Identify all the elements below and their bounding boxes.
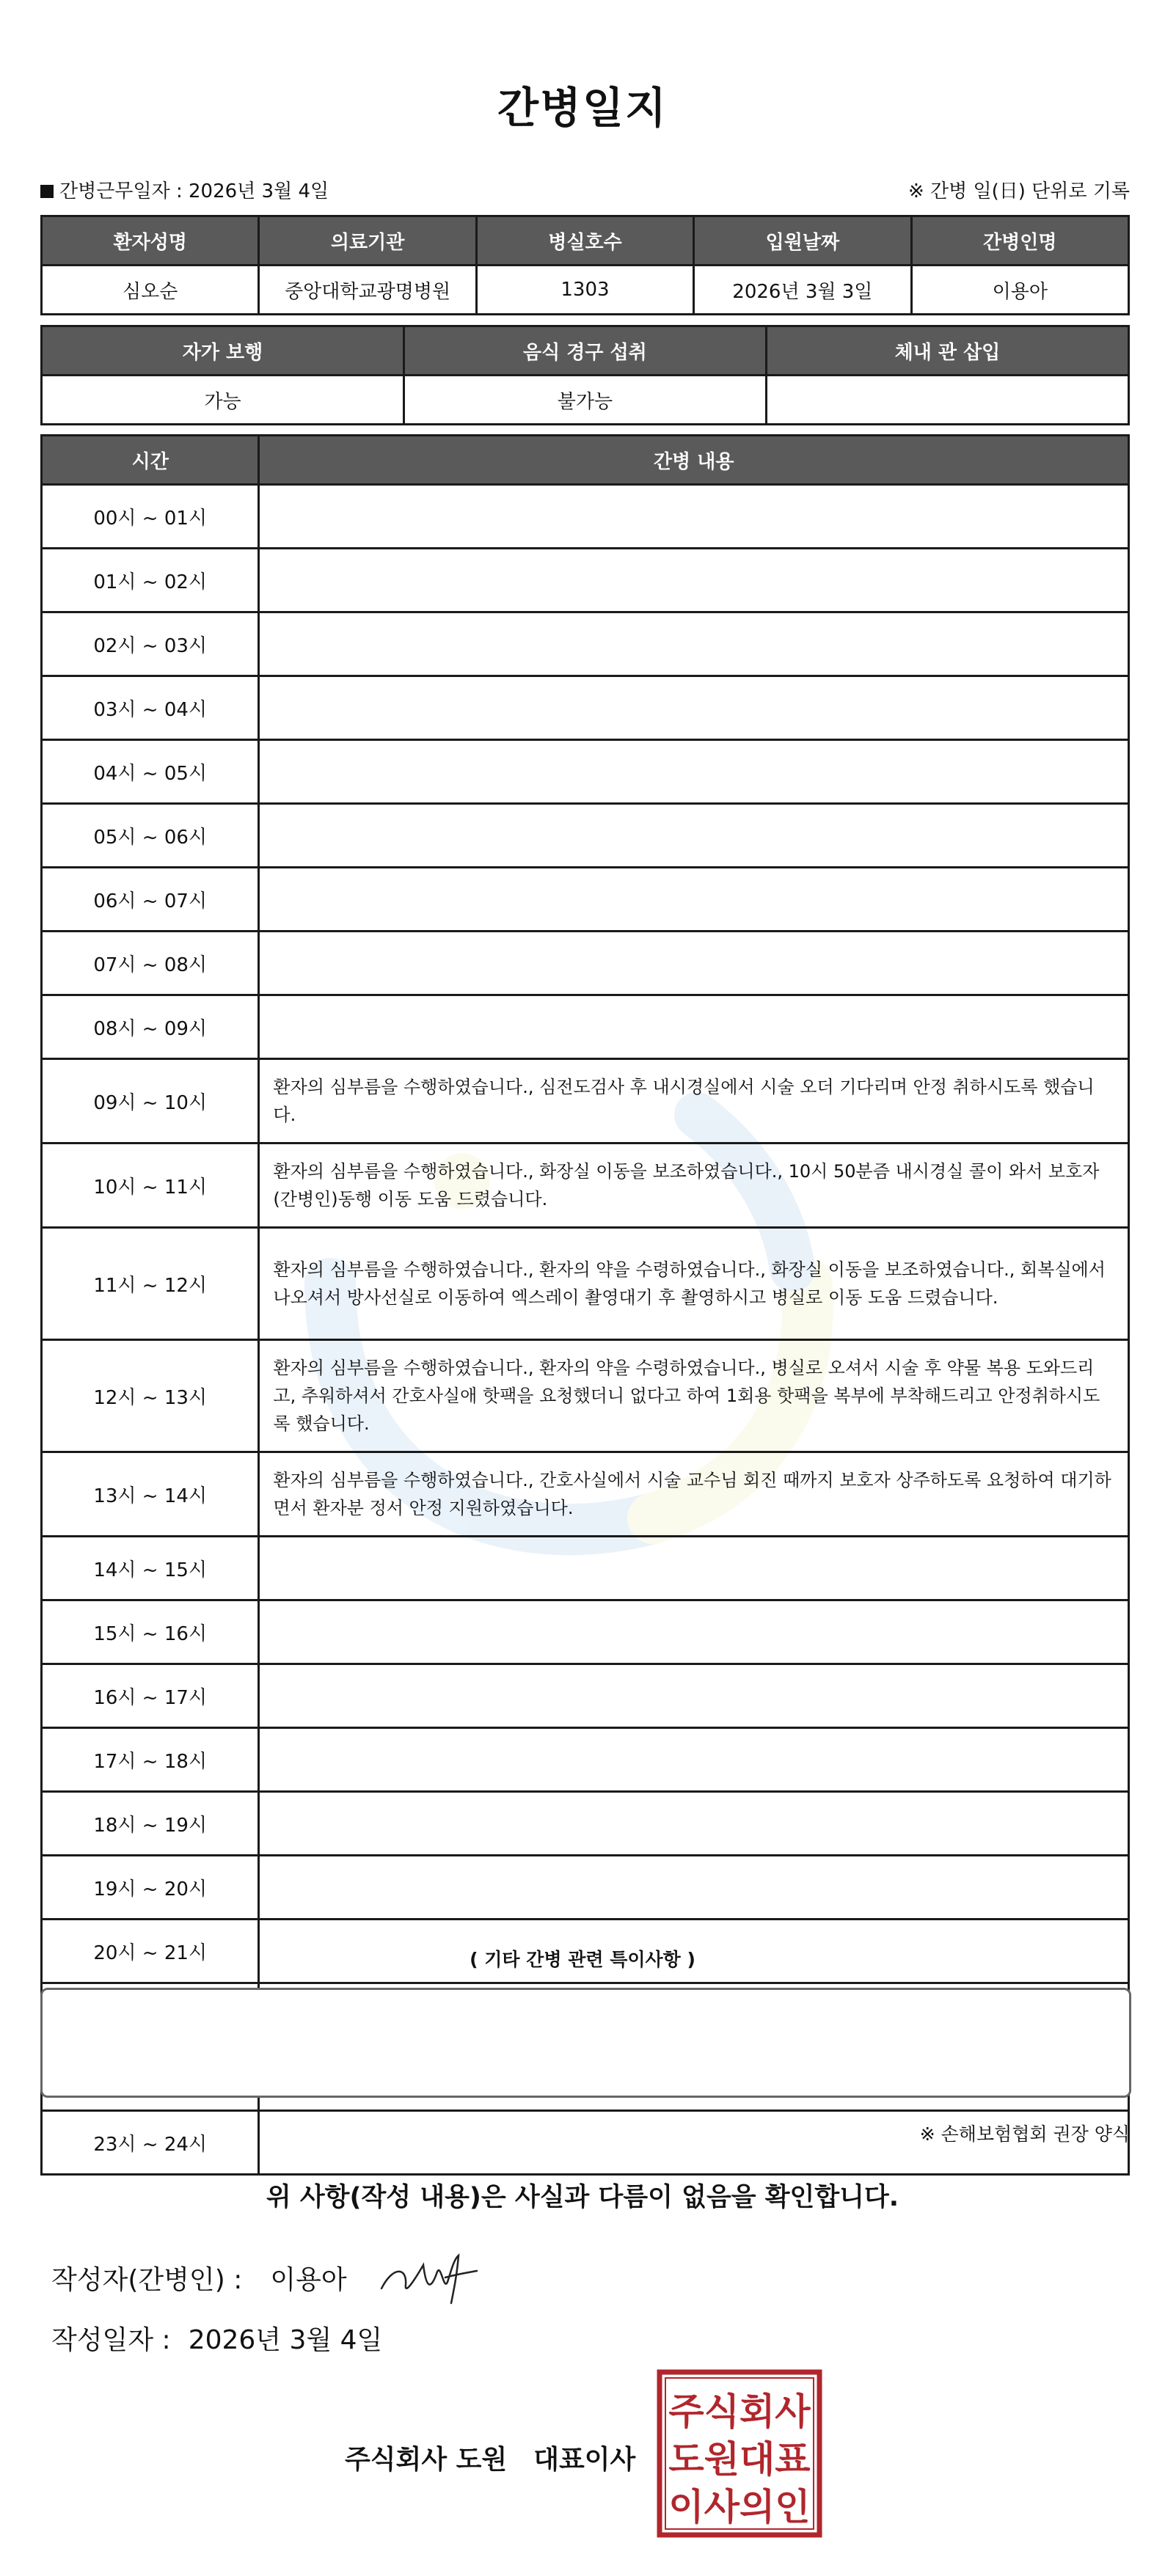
time-cell: 02시 ~ 03시 (42, 612, 259, 676)
time-cell: 20시 ~ 21시 (42, 1920, 259, 1983)
hospital-name: 중앙대학교광명병원 (259, 266, 476, 315)
care-content-cell (259, 612, 1129, 676)
time-cell: 11시 ~ 12시 (42, 1228, 259, 1340)
care-content-cell (259, 932, 1129, 995)
table-row (42, 1600, 1129, 1664)
time-cell: 05시 ~ 06시 (42, 804, 259, 868)
care-content-cell (259, 1664, 1129, 1728)
header-caregiver: 간병인명 (911, 216, 1128, 266)
care-content-cell (259, 1600, 1129, 1664)
self-walking-value: 가능 (42, 376, 404, 425)
write-date-value: 2026년 3월 4일 (188, 2325, 383, 2355)
header-hospital: 의료기관 (259, 216, 476, 266)
care-content-cell (259, 549, 1129, 612)
ceo-label: 대표이사 (533, 2445, 636, 2475)
writer-label: 작성자(간병인) : (51, 2265, 243, 2295)
table-row (42, 804, 1129, 868)
care-content-cell (259, 485, 1129, 549)
patient-name: 심오순 (42, 266, 259, 315)
table-row (42, 1728, 1129, 1792)
table-row (42, 932, 1129, 995)
header-room: 병실호수 (476, 216, 693, 266)
care-content-cell: 환자의 심부름을 수행하였습니다., 환자의 약을 수령하였습니다., 화장실 이동을 보조하였습니다., 회복실에서 나오셔서 방사선실로 이동하여 엑스레이 촬영대기 후 촬영하시고 병실로 이동 도움 드렸습니다. (259, 1228, 1129, 1340)
header-admission-date: 입원날짜 (694, 216, 911, 266)
write-date-label: 작성일자 : (51, 2325, 171, 2355)
care-content-cell: 환자의 심부름을 수행하였습니다., 심전도검사 후 내시경실에서 시술 오더 기다리며 안정 취하시도록 했습니다. (259, 1059, 1129, 1144)
table-row (42, 1664, 1129, 1728)
header-oral-intake: 음식 경구 섭취 (403, 326, 766, 376)
header-care-content: 간병 내용 (259, 436, 1129, 485)
care-content-cell (259, 740, 1129, 804)
company-signature-line (345, 2439, 635, 2476)
time-cell: 15시 ~ 16시 (42, 1600, 259, 1664)
time-cell: 06시 ~ 07시 (42, 868, 259, 932)
time-cell: 14시 ~ 15시 (42, 1537, 259, 1600)
header-time: 시간 (42, 436, 259, 485)
table-row (42, 1792, 1129, 1856)
admission-date: 2026년 3월 3일 (694, 266, 911, 315)
care-content-cell: 환자의 심부름을 수행하였습니다., 환자의 약을 수령하였습니다., 병실로 오셔서 시술 후 약물 복용 도와드리고, 추워하셔서 간호사실애 핫팩을 요청했더니 없다고 하여 1회용 핫팩을 복부에 부착해드리고 안정취하시도록 했습니다. (259, 1340, 1129, 1452)
time-cell: 23시 ~ 24시 (42, 2111, 259, 2175)
table-row (42, 1537, 1129, 1600)
time-cell: 12시 ~ 13시 (42, 1340, 259, 1452)
writer-line (51, 2259, 347, 2297)
time-cell: 18시 ~ 19시 (42, 1792, 259, 1856)
time-cell: 17시 ~ 18시 (42, 1728, 259, 1792)
time-cell: 01시 ~ 02시 (42, 549, 259, 612)
page-title: 간병일지 (497, 83, 668, 133)
time-cell: 13시 ~ 14시 (42, 1452, 259, 1537)
table-row (42, 1144, 1129, 1228)
table-row (42, 612, 1129, 676)
work-date-line (40, 176, 329, 203)
write-date-line (51, 2319, 382, 2357)
care-content-cell (259, 1856, 1129, 1920)
table-row (42, 1059, 1129, 1144)
time-cell: 10시 ~ 11시 (42, 1144, 259, 1228)
seal-line-1: 주식회사 (668, 2390, 811, 2433)
time-cell: 09시 ~ 10시 (42, 1059, 259, 1144)
time-cell: 04시 ~ 05시 (42, 740, 259, 804)
table-row (42, 1340, 1129, 1452)
table-row (42, 1856, 1129, 1920)
care-content-cell (259, 1537, 1129, 1600)
time-cell: 00시 ~ 01시 (42, 485, 259, 549)
signature-icon (378, 2244, 481, 2310)
table-row (42, 740, 1129, 804)
care-content-cell: 환자의 심부름을 수행하였습니다., 간호사실에서 시술 교수님 회진 때까지 보호자 상주하도록 요청하여 대기하면서 환자분 정서 안정 지원하였습니다. (259, 1452, 1129, 1537)
care-content-cell (259, 804, 1129, 868)
seal-line-2: 도원대표 (668, 2438, 811, 2481)
patient-status-table (40, 325, 1130, 425)
tube-insertion-value (766, 376, 1128, 425)
care-log-table (40, 434, 1130, 2176)
work-date-value: 2026년 3월 4일 (189, 180, 329, 202)
care-content-cell (259, 676, 1129, 740)
header-self-walking: 자가 보행 (42, 326, 404, 376)
patient-info-table (40, 215, 1130, 315)
table-row (42, 1228, 1129, 1340)
header-tube-insertion: 체내 관 삽입 (766, 326, 1128, 376)
recommend-note: ※ 손해보험협회 권장 양식 (919, 2123, 1130, 2145)
table-row (42, 995, 1129, 1059)
care-content-cell (259, 868, 1129, 932)
time-cell: 07시 ~ 08시 (42, 932, 259, 995)
time-cell: 08시 ~ 09시 (42, 995, 259, 1059)
seal-line-3: 이사의인 (668, 2486, 811, 2528)
care-content-cell (259, 1792, 1129, 1856)
table-row (42, 485, 1129, 549)
caregiver-name: 이용아 (911, 266, 1128, 315)
time-cell: 03시 ~ 04시 (42, 676, 259, 740)
room-number: 1303 (476, 266, 693, 315)
company-name: 주식회사 도원 (345, 2445, 508, 2475)
special-notes-box (40, 1988, 1131, 2098)
table-row (42, 676, 1129, 740)
header-patient-name: 환자성명 (42, 216, 259, 266)
writer-name: 이용아 (270, 2265, 347, 2295)
table-row (42, 549, 1129, 612)
special-notes-title: ( 기타 간병 관련 특이사항 ) (470, 1949, 695, 1970)
time-cell: 19시 ~ 20시 (42, 1856, 259, 1920)
table-row (42, 868, 1129, 932)
confirmation-statement: 위 사항(작성 내용)은 사실과 다름이 없음을 확인합니다. (266, 2183, 899, 2212)
care-content-cell (259, 995, 1129, 1059)
unit-note: ※ 간병 일(日) 단위로 기록 (907, 180, 1130, 202)
care-content-cell: 환자의 심부름을 수행하였습니다., 화장실 이동을 보조하였습니다., 10시 50분즘 내시경실 콜이 와서 보호자(간병인)동행 이동 도움 드렸습니다. (259, 1144, 1129, 1228)
square-bullet-icon (40, 185, 54, 198)
table-row (42, 1452, 1129, 1537)
time-cell: 16시 ~ 17시 (42, 1664, 259, 1728)
company-seal-icon (657, 2369, 822, 2538)
work-date-label: 간병근무일자 : (59, 180, 183, 202)
care-content-cell (259, 1728, 1129, 1792)
oral-intake-value: 불가능 (403, 376, 766, 425)
